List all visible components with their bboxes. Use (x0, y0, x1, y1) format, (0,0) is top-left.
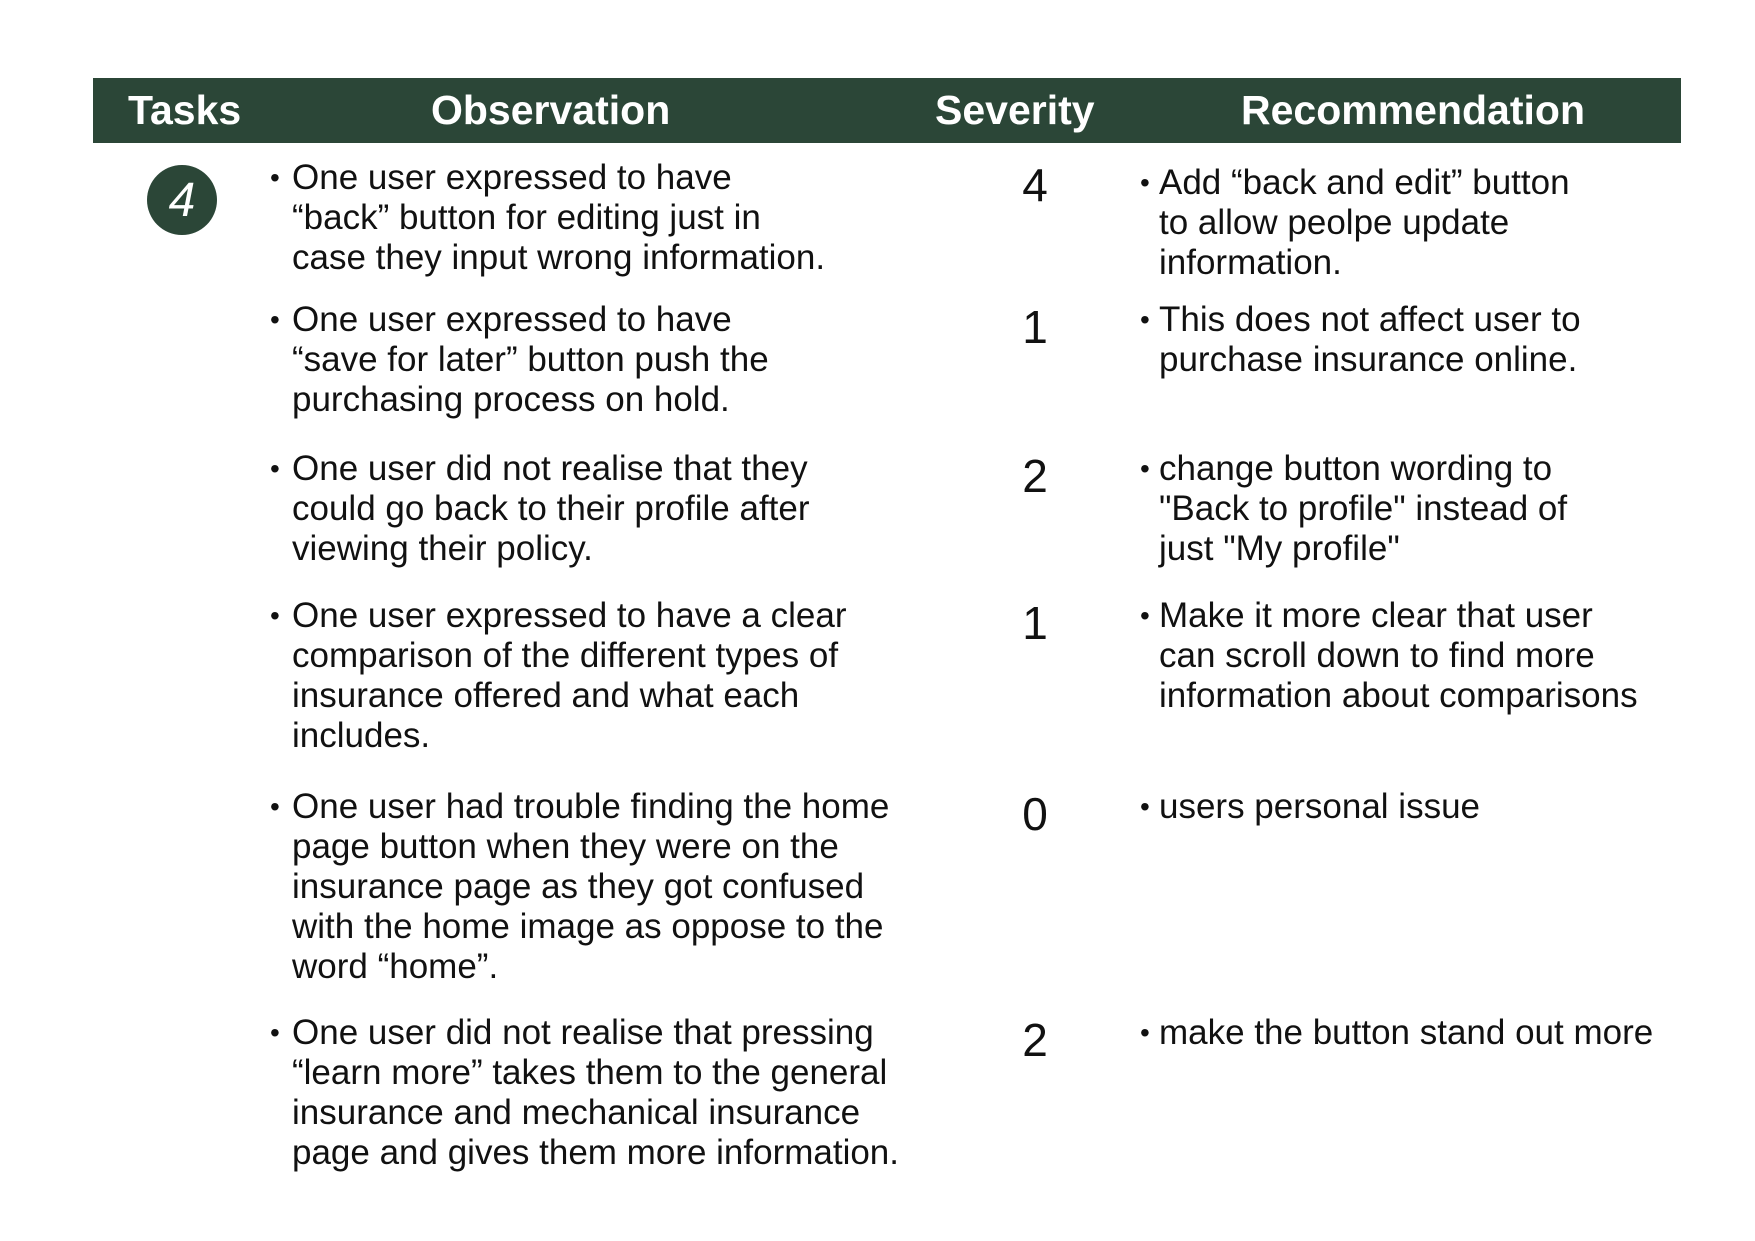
observation-cell (270, 158, 970, 278)
recommendation-line: "Back to profile" instead of (1159, 489, 1568, 528)
observation-line: insurance offered and what each (292, 676, 800, 715)
observation-line: insurance page as they got confused (292, 867, 865, 906)
header-observation: Observation (431, 87, 671, 133)
observation-line: word “home”. (292, 947, 499, 986)
bullet-icon: • (1140, 167, 1150, 198)
observation-cell (270, 449, 970, 569)
bullet-icon: • (270, 453, 280, 484)
observation-line: “back” button for editing just in (292, 198, 761, 237)
recommendation-line: to allow peolpe update (1159, 203, 1510, 242)
recommendation-line: information. (1159, 243, 1342, 282)
bullet-icon: • (270, 1017, 280, 1048)
observation-cell (270, 596, 970, 756)
observation-line: “learn more” takes them to the general (292, 1053, 888, 1092)
observation-line: purchasing process on hold. (292, 380, 730, 419)
severity-value: 2 (1022, 450, 1048, 502)
recommendation-line: can scroll down to find more (1159, 636, 1595, 675)
observation-line: could go back to their profile after (292, 489, 810, 528)
severity-value: 4 (1022, 159, 1048, 211)
bullet-icon: • (270, 600, 280, 631)
observation-line: case they input wrong information. (292, 238, 826, 277)
observation-line: insurance and mechanical insurance (292, 1093, 861, 1132)
observation-line: One user had trouble finding the home (292, 787, 890, 826)
recommendation-line: Make it more clear that user (1159, 596, 1593, 635)
header-severity: Severity (935, 87, 1095, 133)
observation-line: One user did not realise that pressing (292, 1013, 874, 1052)
observation-line: page and gives them more information. (292, 1133, 899, 1172)
bullet-icon: • (1140, 791, 1150, 822)
recommendation-line: make the button stand out more (1159, 1013, 1654, 1052)
observation-line: viewing their policy. (292, 529, 593, 568)
bullet-icon: • (270, 791, 280, 822)
recommendation-line: Add “back and edit” button (1159, 163, 1570, 202)
recommendation-cell (1140, 163, 1740, 283)
bullet-icon: • (1140, 453, 1150, 484)
header-recommendation: Recommendation (1241, 87, 1585, 133)
observation-line: One user did not realise that they (292, 449, 808, 488)
recommendation-cell (1140, 300, 1740, 380)
header-tasks: Tasks (128, 87, 242, 133)
observation-cell (270, 1013, 970, 1173)
recommendation-line: users personal issue (1159, 787, 1480, 826)
severity-value: 0 (1022, 788, 1048, 840)
observation-line: includes. (292, 716, 431, 755)
observation-cell (270, 787, 970, 987)
bullet-icon: • (1140, 1017, 1150, 1048)
observation-line: One user expressed to have a clear (292, 596, 847, 635)
recommendation-cell (1140, 1013, 1740, 1053)
observation-line: “save for later” button push the (292, 340, 769, 379)
bullet-icon: • (270, 304, 280, 335)
recommendation-line: just "My profile" (1159, 529, 1400, 568)
observation-cell (270, 300, 970, 420)
task-number-badge: 4 (147, 165, 217, 235)
table-header (93, 78, 1681, 143)
recommendation-line: information about comparisons (1159, 676, 1638, 715)
observation-line: comparison of the different types of (292, 636, 839, 675)
observation-line: One user expressed to have (292, 300, 732, 339)
bullet-icon: • (1140, 304, 1150, 335)
bullet-icon: • (1140, 600, 1150, 631)
observation-line: One user expressed to have (292, 158, 732, 197)
severity-value: 1 (1022, 597, 1048, 649)
observation-line: page button when they were on the (292, 827, 839, 866)
recommendation-cell (1140, 449, 1740, 569)
bullet-icon: • (270, 162, 280, 193)
severity-value: 2 (1022, 1014, 1048, 1066)
recommendation-cell (1140, 787, 1740, 827)
recommendation-cell (1140, 596, 1740, 716)
observation-line: with the home image as oppose to the (292, 907, 884, 946)
severity-value: 1 (1022, 301, 1048, 353)
recommendation-line: change button wording to (1159, 449, 1553, 488)
recommendation-line: This does not affect user to (1159, 300, 1581, 339)
recommendation-line: purchase insurance online. (1159, 340, 1578, 379)
